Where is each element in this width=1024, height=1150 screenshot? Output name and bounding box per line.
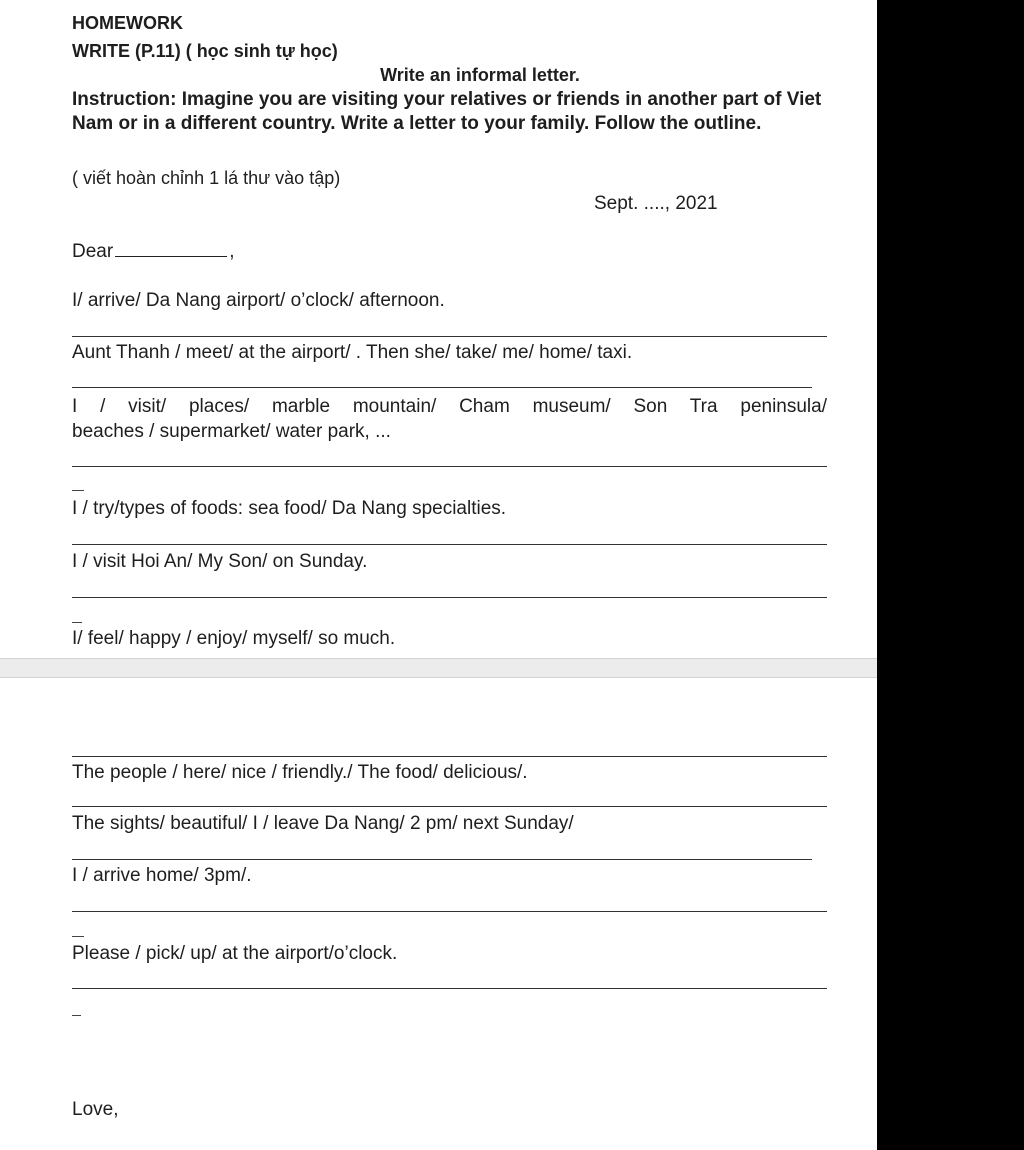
answer-line-9 [72,911,827,912]
homework-title: HOMEWORK [72,13,183,33]
answer-line-8 [72,859,812,860]
answer-tick-1 [72,490,84,491]
answer-tick-2 [72,622,82,623]
prompt-arrive-home: I / arrive home/ 3pm/. [72,865,252,886]
prompt-visit-places [72,394,827,444]
answer-line-10 [72,988,827,989]
greeting-word: Dear [72,241,114,262]
prompt-sights: The sights/ beautiful/ I / leave Da Nang/ 2 pm/ next Sunday/ [72,813,574,834]
prompt-pick-up: Please / pick/ up/ at the airport/o’clock. [72,943,398,964]
answer-line-3 [72,466,827,467]
answer-tick-3 [72,936,84,937]
answer-line-7 [72,806,827,807]
prompt-arrive: I/ arrive/ Da Nang airport/ o’clock/ afternoon. [72,290,445,311]
page-break-band [0,658,877,678]
write-heading: WRITE (P.11) ( học sinh tự học) [72,41,338,61]
answer-line-2 [72,387,812,388]
answer-line-5 [72,597,827,598]
prompt-people: The people / here/ nice / friendly./ The food/ delicious/. [72,762,528,783]
answer-line-1 [72,336,827,337]
answer-line-4 [72,544,827,545]
prompt-try-foods: I / try/types of foods: sea food/ Da Nang specialties. [72,498,507,519]
prompt-visit-hoi-an: I / visit Hoi An/ My Son/ on Sunday. [72,551,368,572]
greeting-comma: , [229,241,235,262]
prompt-visit-places-line1: I / visit/ places/ marble mountain/ Cham museum/ Son Tra peninsula/ [72,396,827,417]
recipient-blank [115,238,227,257]
task-title: Write an informal letter. [380,65,580,85]
instruction-text: Instruction: Imagine you are visiting your relatives or friends in another part of Viet Nam or in a different country. Write a letter to your family. Follow the outline. [72,89,822,134]
answer-tick-4 [72,1015,81,1016]
greeting-line [72,238,234,264]
instruction-note: ( viết hoàn chỉnh 1 lá thư vào tập) [72,168,341,188]
letter-date: Sept. ...., 2021 [594,193,718,214]
prompt-visit-places-line2: beaches / supermarket/ water park, ... [72,421,391,442]
prompt-meet: Aunt Thanh / meet/ at the airport/ . Then she/ take/ me/ home/ taxi. [72,342,633,363]
answer-line-6 [72,756,827,757]
letter-closing: Love, [72,1099,119,1120]
prompt-feel-happy: I/ feel/ happy / enjoy/ myself/ so much. [72,628,396,649]
